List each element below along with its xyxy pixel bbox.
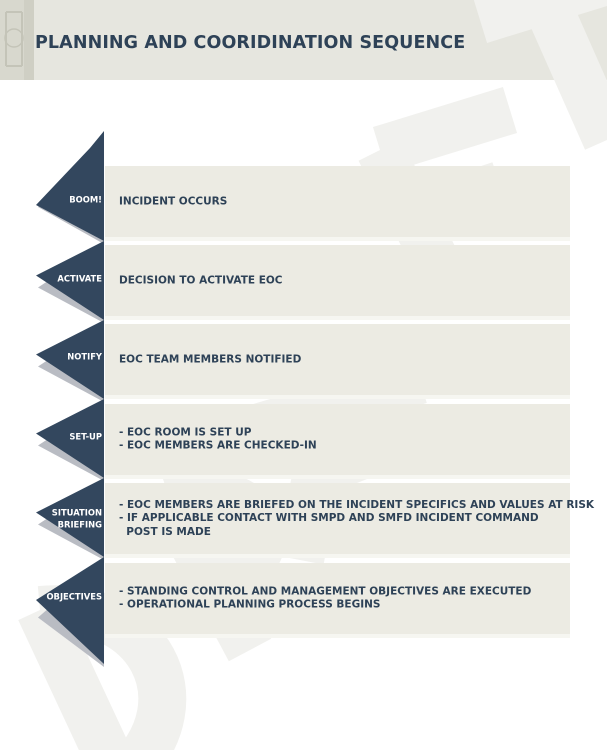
page-title: PLANNING AND COORIDINATION SEQUENCE <box>35 33 466 53</box>
step-label-line: SET-UP <box>69 431 102 442</box>
step-description-line: POST IS MADE <box>119 525 211 538</box>
step-description-line: INCIDENT OCCURS <box>119 194 228 207</box>
step-label-line: NOTIFY <box>67 351 102 362</box>
step-label <box>34 273 102 285</box>
step-label <box>34 431 102 443</box>
step-description-line: - STANDING CONTROL AND MANAGEMENT OBJECTIVES ARE EXECUTED <box>119 585 532 597</box>
step-label <box>34 508 102 531</box>
step-label-line: BOOM! <box>69 194 102 205</box>
step-label-line: OBJECTIVES <box>46 591 102 602</box>
step-label <box>34 591 102 603</box>
step-label-line: SITUATION <box>51 507 102 518</box>
step-description-line: - EOC MEMBERS ARE BRIEFED ON THE INCIDENT SPECIFICS AND VALUES AT RISK <box>119 498 595 511</box>
step-label <box>34 351 102 363</box>
step-label-line: BRIEFING <box>57 519 102 529</box>
step-description-line: - EOC MEMBERS ARE CHECKED-IN <box>119 439 317 452</box>
step-label <box>34 194 102 206</box>
step-description-line: - OPERATIONAL PLANNING PROCESS BEGINS <box>119 598 381 611</box>
step-description-line: DECISION TO ACTIVATE EOC <box>119 273 283 286</box>
step-label-line: ACTIVATE <box>57 273 102 284</box>
step-description-line: - EOC ROOM IS SET UP <box>119 426 252 438</box>
step-description-line: - IF APPLICABLE CONTACT WITH SMPD AND SMFD INCIDENT COMMAND <box>119 511 539 524</box>
step-description-line: EOC TEAM MEMBERS NOTIFIED <box>119 352 302 365</box>
